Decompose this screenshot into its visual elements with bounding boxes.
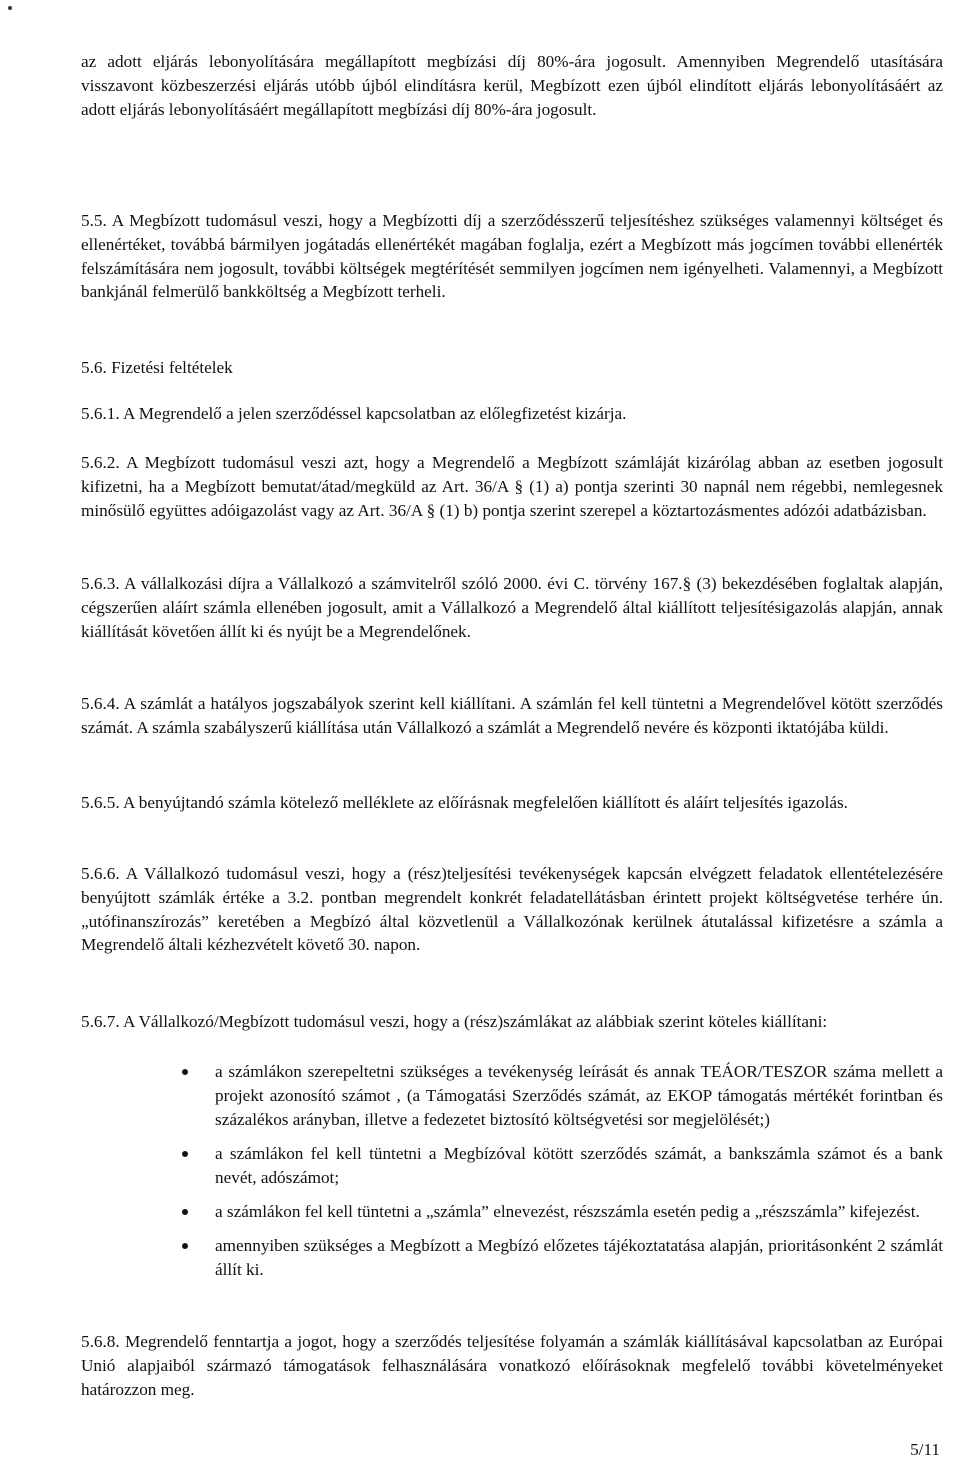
list-item-text: a számlákon fel kell tüntetni a „számla” elnevezést, részszámla esetén pedig a „részszámla” kifejezést. [215,1201,920,1221]
list-item [81,1200,943,1224]
paragraph-continuation: az adott eljárás lebonyolítására megállapított megbízási díj 80%-ára jogosult. Amennyiben Megrendelő utasítására visszavont közbeszerzési eljárás utóbb újból elindításra kerül, Megbízott ezen újból elindított eljárás lebonyolításáért az adott eljárás lebonyolításáért megállapított megbízási díj 80%-ára jogosult. [81,52,943,119]
bullet-icon [182,1069,188,1075]
paragraph-5-6-7: 5.6.7. A Vállalkozó/Megbízott tudomásul veszi, hogy a (rész)számlákat az alábbiak szerint köteles kiállítani: [81,1012,828,1031]
bullet-icon [182,1243,188,1249]
list-item [81,1060,943,1131]
list-item [81,1142,943,1190]
paragraph-5-6-5: 5.6.5. A benyújtandó számla kötelező melléklete az előírásnak megfelelően kiállított és aláírt teljesítés igazolás. [81,793,848,812]
bullet-icon [182,1209,188,1215]
list-item [81,1234,943,1282]
scan-mark [8,6,12,10]
page-number: 5/11 [910,1440,940,1459]
list-item-text: amennyiben szükséges a Megbízott a Megbízó előzetes tájékoztatatása alapján, prioritásonként 2 számlát állít ki. [215,1236,943,1280]
list-item-text: a számlákon fel kell tüntetni a Megbízóval kötött szerződés számát, a bankszámla számot és a bank nevét, adószámot; [215,1143,943,1187]
paragraph-5-5: 5.5. A Megbízott tudomásul veszi, hogy a Megbízotti díj a szerződésszerű teljesítéshez szükséges valamennyi költséget és ellenértéket, továbbá bármilyen jogátadás ellenértékét magában foglalja, ezért a Megbízott más jogcímen további ellenérték felszámítására nem jogosult, további költségek megtérítését semmilyen jogcímen nem igényelheti. Valamennyi, a Megbízott bankjánál felmerülő bankköltség a Megbízott terheli. [81,211,943,302]
paragraph-5-6-1: 5.6.1. A Megrendelő a jelen szerződéssel kapcsolatban az előlegfizetést kizárja. [81,404,627,423]
invoice-requirements-list [81,1060,943,1292]
paragraph-5-6-8: 5.6.8. Megrendelő fenntartja a jogot, hogy a szerződés teljesítése folyamán a számlák kiállításával kapcsolatban az Európai Unió alapjaiból származó támogatások felhasználására vonatkozó előírásoknak megfelelő további követelményeket határozzon meg. [81,1332,943,1399]
paragraph-5-6-2: 5.6.2. A Megbízott tudomásul veszi azt, hogy a Megrendelő a Megbízott számláját kizárólag abban az esetben jogosult kifizetni, ha a Megbízott bemutat/átad/megküld az Art. 36/A § (1) a) pontja szerinti 30 napnál nem régebbi, nemlegesnek minősülő együttes adóigazolást vagy az Art. 36/A § (1) b) pontja szerint szerepel a köztartozásmentes adózói adatbázisban. [81,453,943,520]
paragraph-5-6-6: 5.6.6. A Vállalkozó tudomásul veszi, hogy a (rész)teljesítési tevékenységek kapcsán elvégzett feladatok ellentételezésére benyújtott számlák értéke a 3.2. pontban megrendelt konkrét feladatellátásban érintett projekt költségvetése terhére ún. „utófinanszírozás” keretében a Megbízó által közvetlenül a Vállalkozónak kerülnek átutalással kifizetésre a számla a Megrendelő általi kézhezvételt követő 30. napon. [81,864,943,955]
section-heading-5-6: 5.6. Fizetési feltételek [81,358,233,377]
paragraph-5-6-4: 5.6.4. A számlát a hatályos jogszabályok szerint kell kiállítani. A számlán fel kell tüntetni a Megrendelővel kötött szerződés számát. A számla szabályszerű kiállítása után Vállalkozó a számlát a Megrendelő nevére és központi iktatójába küldi. [81,694,943,737]
bullet-icon [182,1151,188,1157]
paragraph-5-6-3: 5.6.3. A vállalkozási díjra a Vállalkozó a számvitelről szóló 2000. évi C. törvény 167.§ (3) bekezdésében foglaltak alapján, cégszerűen aláírt számla ellenében jogosult, amit a Vállalkozó a Megrendelő által kiállított teljesítésigazolás alapján, annak kiállítását követően állít ki és nyújt be a Megrendelőnek. [81,574,943,641]
list-item-text: a számlákon szerepeltetni szükséges a tevékenység leírását és annak TEÁOR/TESZOR száma mellett a projekt azonosító számot , (a Támogatási Szerződés számát, az EKOP támogatás mértékét forintban és százalékos arányban, illetve a fedezetet biztosító költségvetési sor megjelölését;) [215,1062,943,1129]
